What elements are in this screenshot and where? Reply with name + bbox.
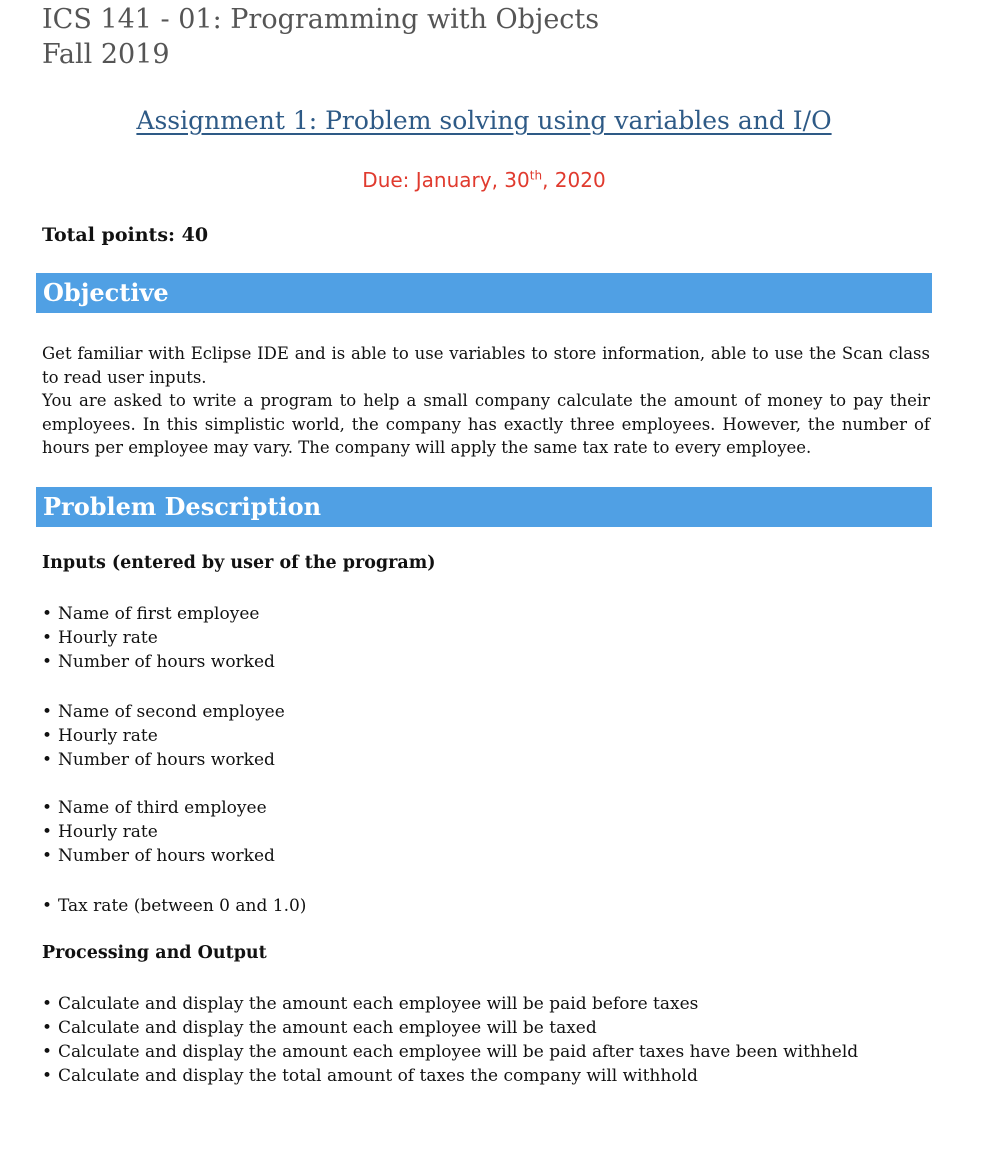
- due-date: [0, 168, 968, 192]
- list-item: • Calculate and display the amount each employee will be taxed: [42, 1016, 858, 1040]
- list-item: • Calculate and display the amount each employee will be paid before taxes: [42, 992, 858, 1016]
- input-list-second-employee: [42, 700, 285, 772]
- list-item: • Hourly rate: [42, 626, 275, 650]
- output-heading: Processing and Output: [42, 943, 267, 963]
- course-title: ICS 141 - 01: Programming with Objects: [42, 4, 600, 35]
- inputs-heading: Inputs (entered by user of the program): [42, 553, 436, 573]
- course-header: [42, 2, 599, 72]
- list-item: • Name of second employee: [42, 700, 285, 724]
- list-item: • Hourly rate: [42, 820, 275, 844]
- input-list-third-employee: [42, 796, 275, 868]
- due-date-prefix: Due: January, 30: [362, 168, 530, 192]
- objective-paragraph-1: Get familiar with Eclipse IDE and is able to use variables to store information, able to use the Scan class to read user inputs.: [42, 344, 930, 387]
- assignment-title: Assignment 1: Problem solving using variables and I/O: [136, 106, 832, 135]
- list-item: • Name of third employee: [42, 796, 275, 820]
- objective-heading: Objective: [36, 273, 932, 313]
- input-list-tax-rate: [42, 894, 306, 918]
- list-item: • Number of hours worked: [42, 748, 285, 772]
- due-date-suffix-ordinal: th: [529, 168, 543, 183]
- problem-description-heading: Problem Description: [36, 487, 932, 527]
- input-list-first-employee: [42, 602, 275, 674]
- list-item: • Calculate and display the total amount of taxes the company will withhold: [42, 1064, 858, 1088]
- list-item: • Hourly rate: [42, 724, 285, 748]
- course-term: Fall 2019: [42, 39, 170, 70]
- list-item: • Tax rate (between 0 and 1.0): [42, 894, 306, 918]
- list-item: • Number of hours worked: [42, 844, 275, 868]
- list-item: • Calculate and display the amount each employee will be paid after taxes have been withheld: [42, 1040, 858, 1064]
- list-item: • Name of first employee: [42, 602, 275, 626]
- output-list: [42, 992, 858, 1088]
- total-points: Total points: 40: [42, 224, 209, 246]
- list-item: • Number of hours worked: [42, 650, 275, 674]
- objective-paragraph-2: You are asked to write a program to help a small company calculate the amount of money to pay their employees. In this simplistic world, the company has exactly three employees. However, the number of hours per employee may vary. The company will apply the same tax rate to every employee.: [42, 391, 930, 457]
- objective-text: [42, 342, 930, 460]
- due-date-year: , 2020: [542, 168, 606, 192]
